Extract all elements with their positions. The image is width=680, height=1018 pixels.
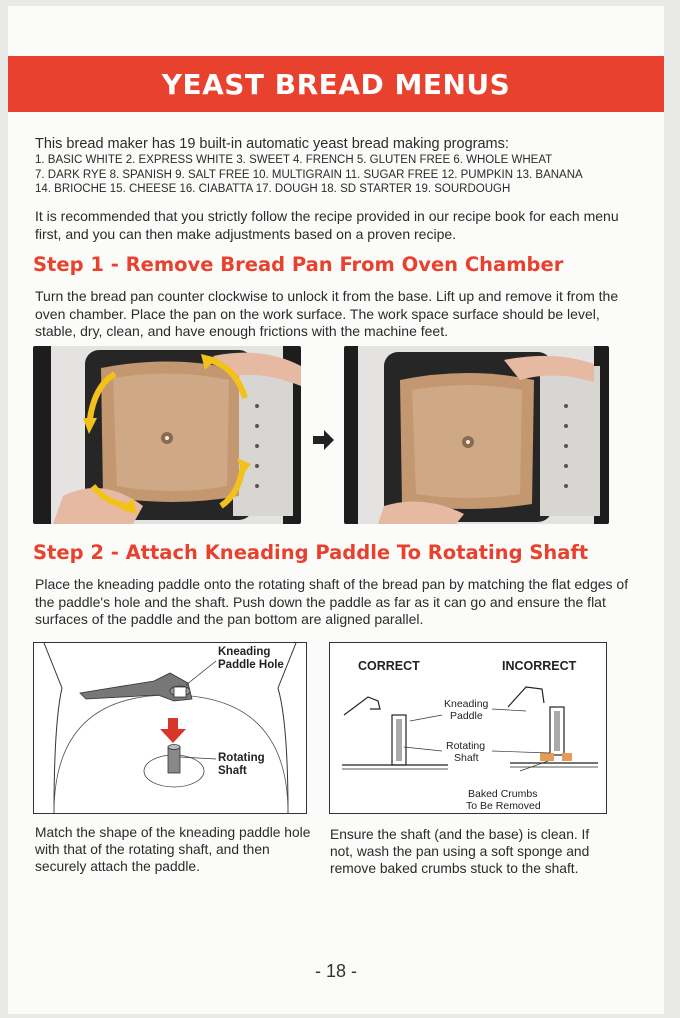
recommendation-text: It is recommended that you strictly follow the recipe provided in our recipe book for each menu first, and you can then make adjustments based on a proven recipe. (35, 208, 619, 242)
step2-text: Place the kneading paddle onto the rotating shaft of the bread pan by matching the flat edges of the paddle's hole and the shaft. Push down the paddle as far as it can go and ensure the flat surfaces of the paddle and the pan bottom are aligned parallel. (35, 576, 629, 627)
step1-heading: Step 1 - Remove Bread Pan From Oven Chamber (33, 253, 564, 276)
intro-block (35, 136, 635, 197)
photo-rotating-pan (33, 346, 301, 524)
program-list-line-3: 14. BRIOCHE 15. CHEESE 16. CIABATTA 17. DOUGH 18. SD STARTER 19. SOURDOUGH (35, 183, 511, 195)
section-title: YEAST BREAD MENUS (161, 67, 511, 101)
label-to-be-removed: To Be Removed (466, 800, 541, 812)
label-incorrect: INCORRECT (502, 659, 577, 673)
step1-text: Turn the bread pan counter clockwise to unlock it from the base. Lift up and remove it from the oven chamber. Place the pan on the work surface. The work space surface should be level, stable, dry, clean, and have enough frictions with the machine feet. (35, 288, 619, 339)
label-rotating: Rotating (218, 752, 265, 764)
program-list-line-1: 1. BASIC WHITE 2. EXPRESS WHITE 3. SWEET 4. FRENCH 5. GLUTEN FREE 6. WHOLE WHEAT (35, 154, 553, 166)
caption-right: Ensure the shaft (and the base) is clean. If not, wash the pan using a soft sponge and remove baked crumbs stuck to the shaft. (330, 827, 590, 876)
caption-left: Match the shape of the kneading paddle hole with that of the rotating shaft, and then securely attach the paddle. (35, 825, 311, 874)
label-shaft-r: Shaft (454, 752, 479, 764)
label-baked-crumbs: Baked Crumbs (468, 788, 538, 800)
photo-lifting-pan (344, 346, 609, 524)
program-list-line-2: 7. DARK RYE 8. SPANISH 9. SALT FREE 10. MULTIGRAIN 11. SUGAR FREE 12. PUMPKIN 13. BANANA (35, 168, 583, 181)
label-rotating-r: Rotating (446, 740, 486, 752)
label-paddle-hole: Paddle Hole (218, 659, 284, 671)
diagram-correct-incorrect (329, 642, 607, 814)
manual-page (8, 6, 664, 1014)
section-title-banner (8, 56, 664, 112)
diagram-paddle-alignment (33, 642, 307, 814)
page-number: - 18 - (314, 961, 357, 981)
label-shaft: Shaft (218, 765, 247, 777)
label-kneading-r: Kneading (444, 698, 489, 710)
label-paddle-r: Paddle (450, 710, 483, 722)
label-correct: CORRECT (358, 659, 420, 673)
step2-heading: Step 2 - Attach Kneading Paddle To Rotating Shaft (33, 541, 589, 564)
intro-lead: This bread maker has 19 built-in automatic yeast bread making programs: (35, 136, 509, 152)
label-kneading: Kneading (218, 646, 271, 658)
arrow-right-icon (313, 429, 335, 456)
